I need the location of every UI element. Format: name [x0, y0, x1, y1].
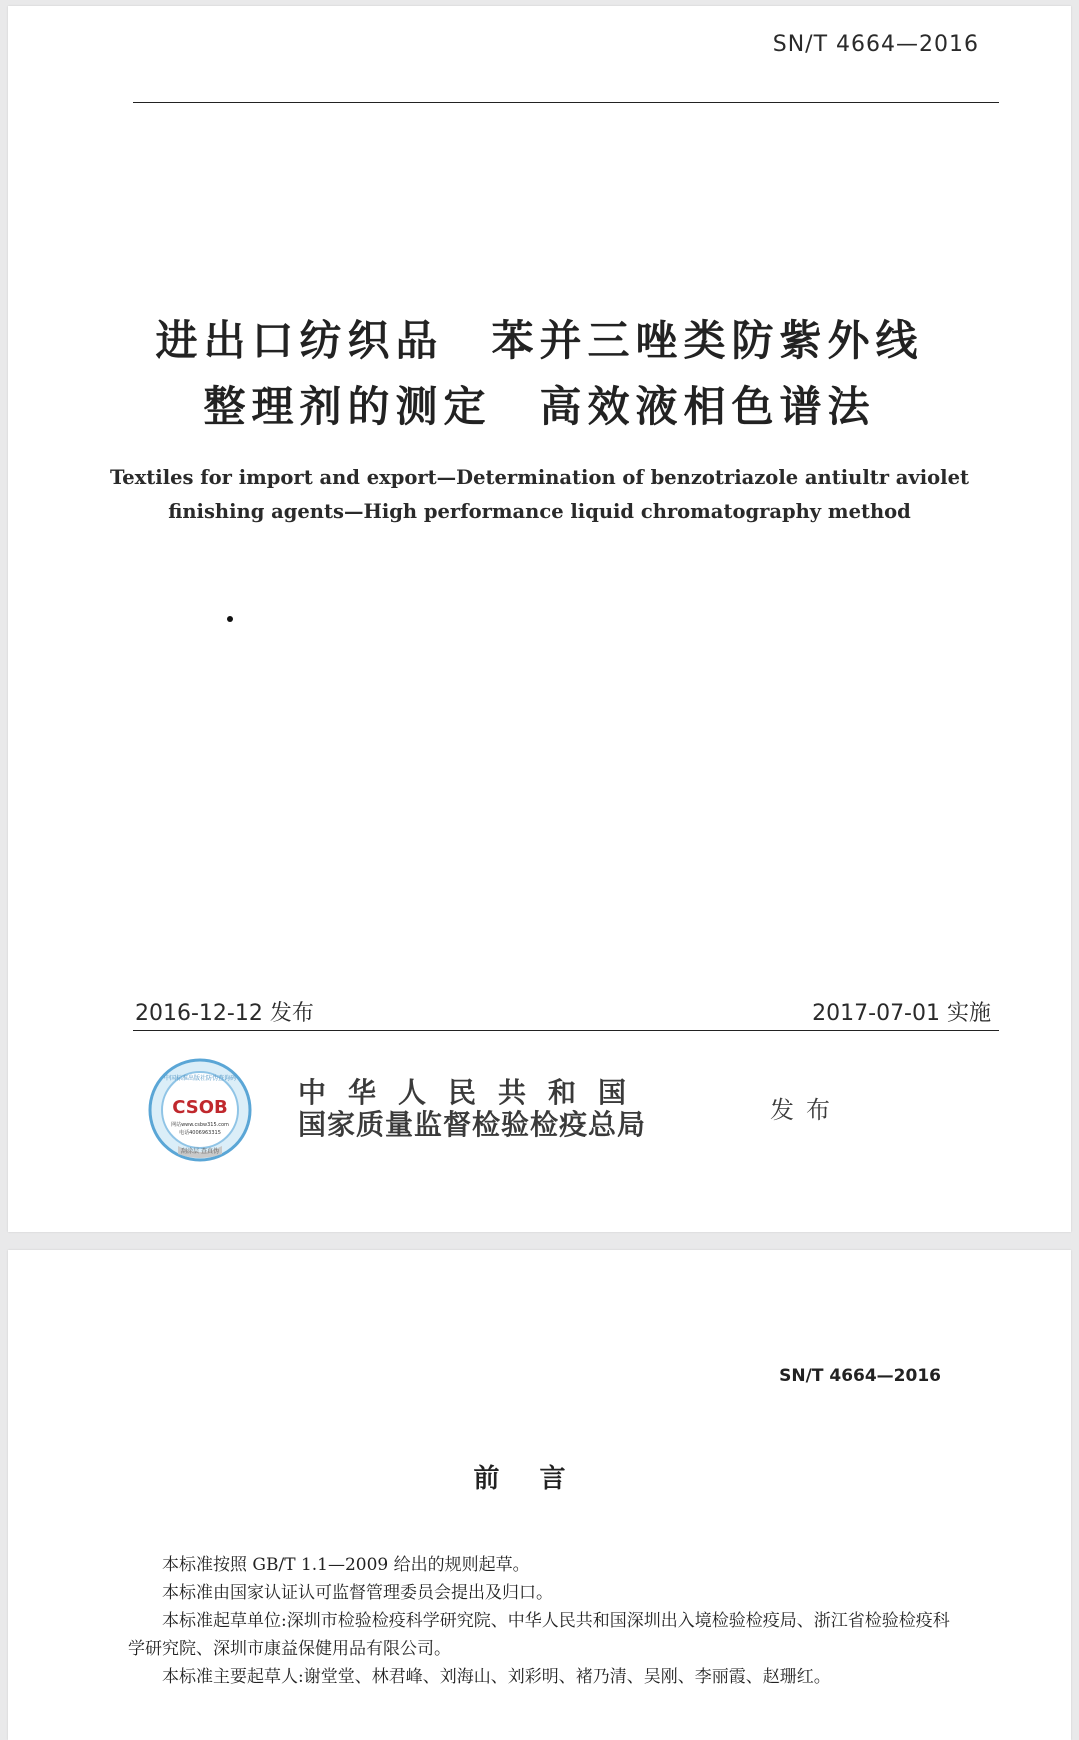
publisher	[298, 1078, 648, 1142]
seal-top-text: 中国标准出版社防伪查询码	[163, 1075, 237, 1082]
title-cn-line2: 整理剂的测定 高效液相色谱法	[203, 382, 876, 431]
publish-action: 发布	[770, 1096, 842, 1124]
title-en-line2: finishing agents—High performance liquid chromatography method	[168, 500, 911, 523]
publisher-line2: 国家质量监督检验检疫总局	[298, 1108, 647, 1141]
seal-url-text: 网站www.csbw315.com	[171, 1122, 229, 1128]
foreword-body	[128, 1551, 958, 1691]
title-cn-line1: 进出口纺织品 苯并三唑类防紫外线	[155, 316, 924, 365]
seal-bottom-text: 刮涂层 查真伪	[181, 1148, 219, 1155]
standard-code: SN/T 4664—2016	[772, 32, 979, 57]
seal-logo-text: CSOB	[172, 1097, 228, 1118]
foreword-paragraph: 本标准起草单位:深圳市检验检疫科学研究院、中华人民共和国深圳出入境检验检疫局、浙江省检验检疫科学研究院、深圳市康益保健用品有限公司。	[128, 1611, 950, 1659]
standard-code: SN/T 4664—2016	[779, 1366, 941, 1386]
anti-counterfeit-seal	[148, 1058, 252, 1166]
implement-date: 2017-07-01 实施	[812, 1001, 991, 1026]
footer-rule	[133, 1030, 999, 1031]
foreword-paragraph: 本标准按照 GB/T 1.1—2009 给出的规则起草。	[162, 1555, 530, 1575]
foreword-title: 前言	[473, 1464, 606, 1494]
foreword-paragraph: 本标准主要起草人:谢堂堂、林君峰、刘海山、刘彩明、褚乃清、吴刚、李丽霞、赵珊红。	[162, 1667, 831, 1687]
publisher-line1: 中华人民共和国	[298, 1076, 649, 1109]
title-en-line1: Textiles for import and export—Determination of benzotriazole antiultr aviolet	[109, 466, 970, 489]
header-rule	[133, 102, 999, 103]
foreword-page	[8, 1250, 1071, 1740]
seal-phone-text: 电话4006963315	[179, 1130, 221, 1136]
issue-date: 2016-12-12 发布	[135, 1001, 314, 1026]
bullet-dot	[227, 616, 233, 622]
foreword-paragraph: 本标准由国家认证认可监督管理委员会提出及归口。	[162, 1583, 553, 1603]
cover-page	[8, 6, 1071, 1232]
